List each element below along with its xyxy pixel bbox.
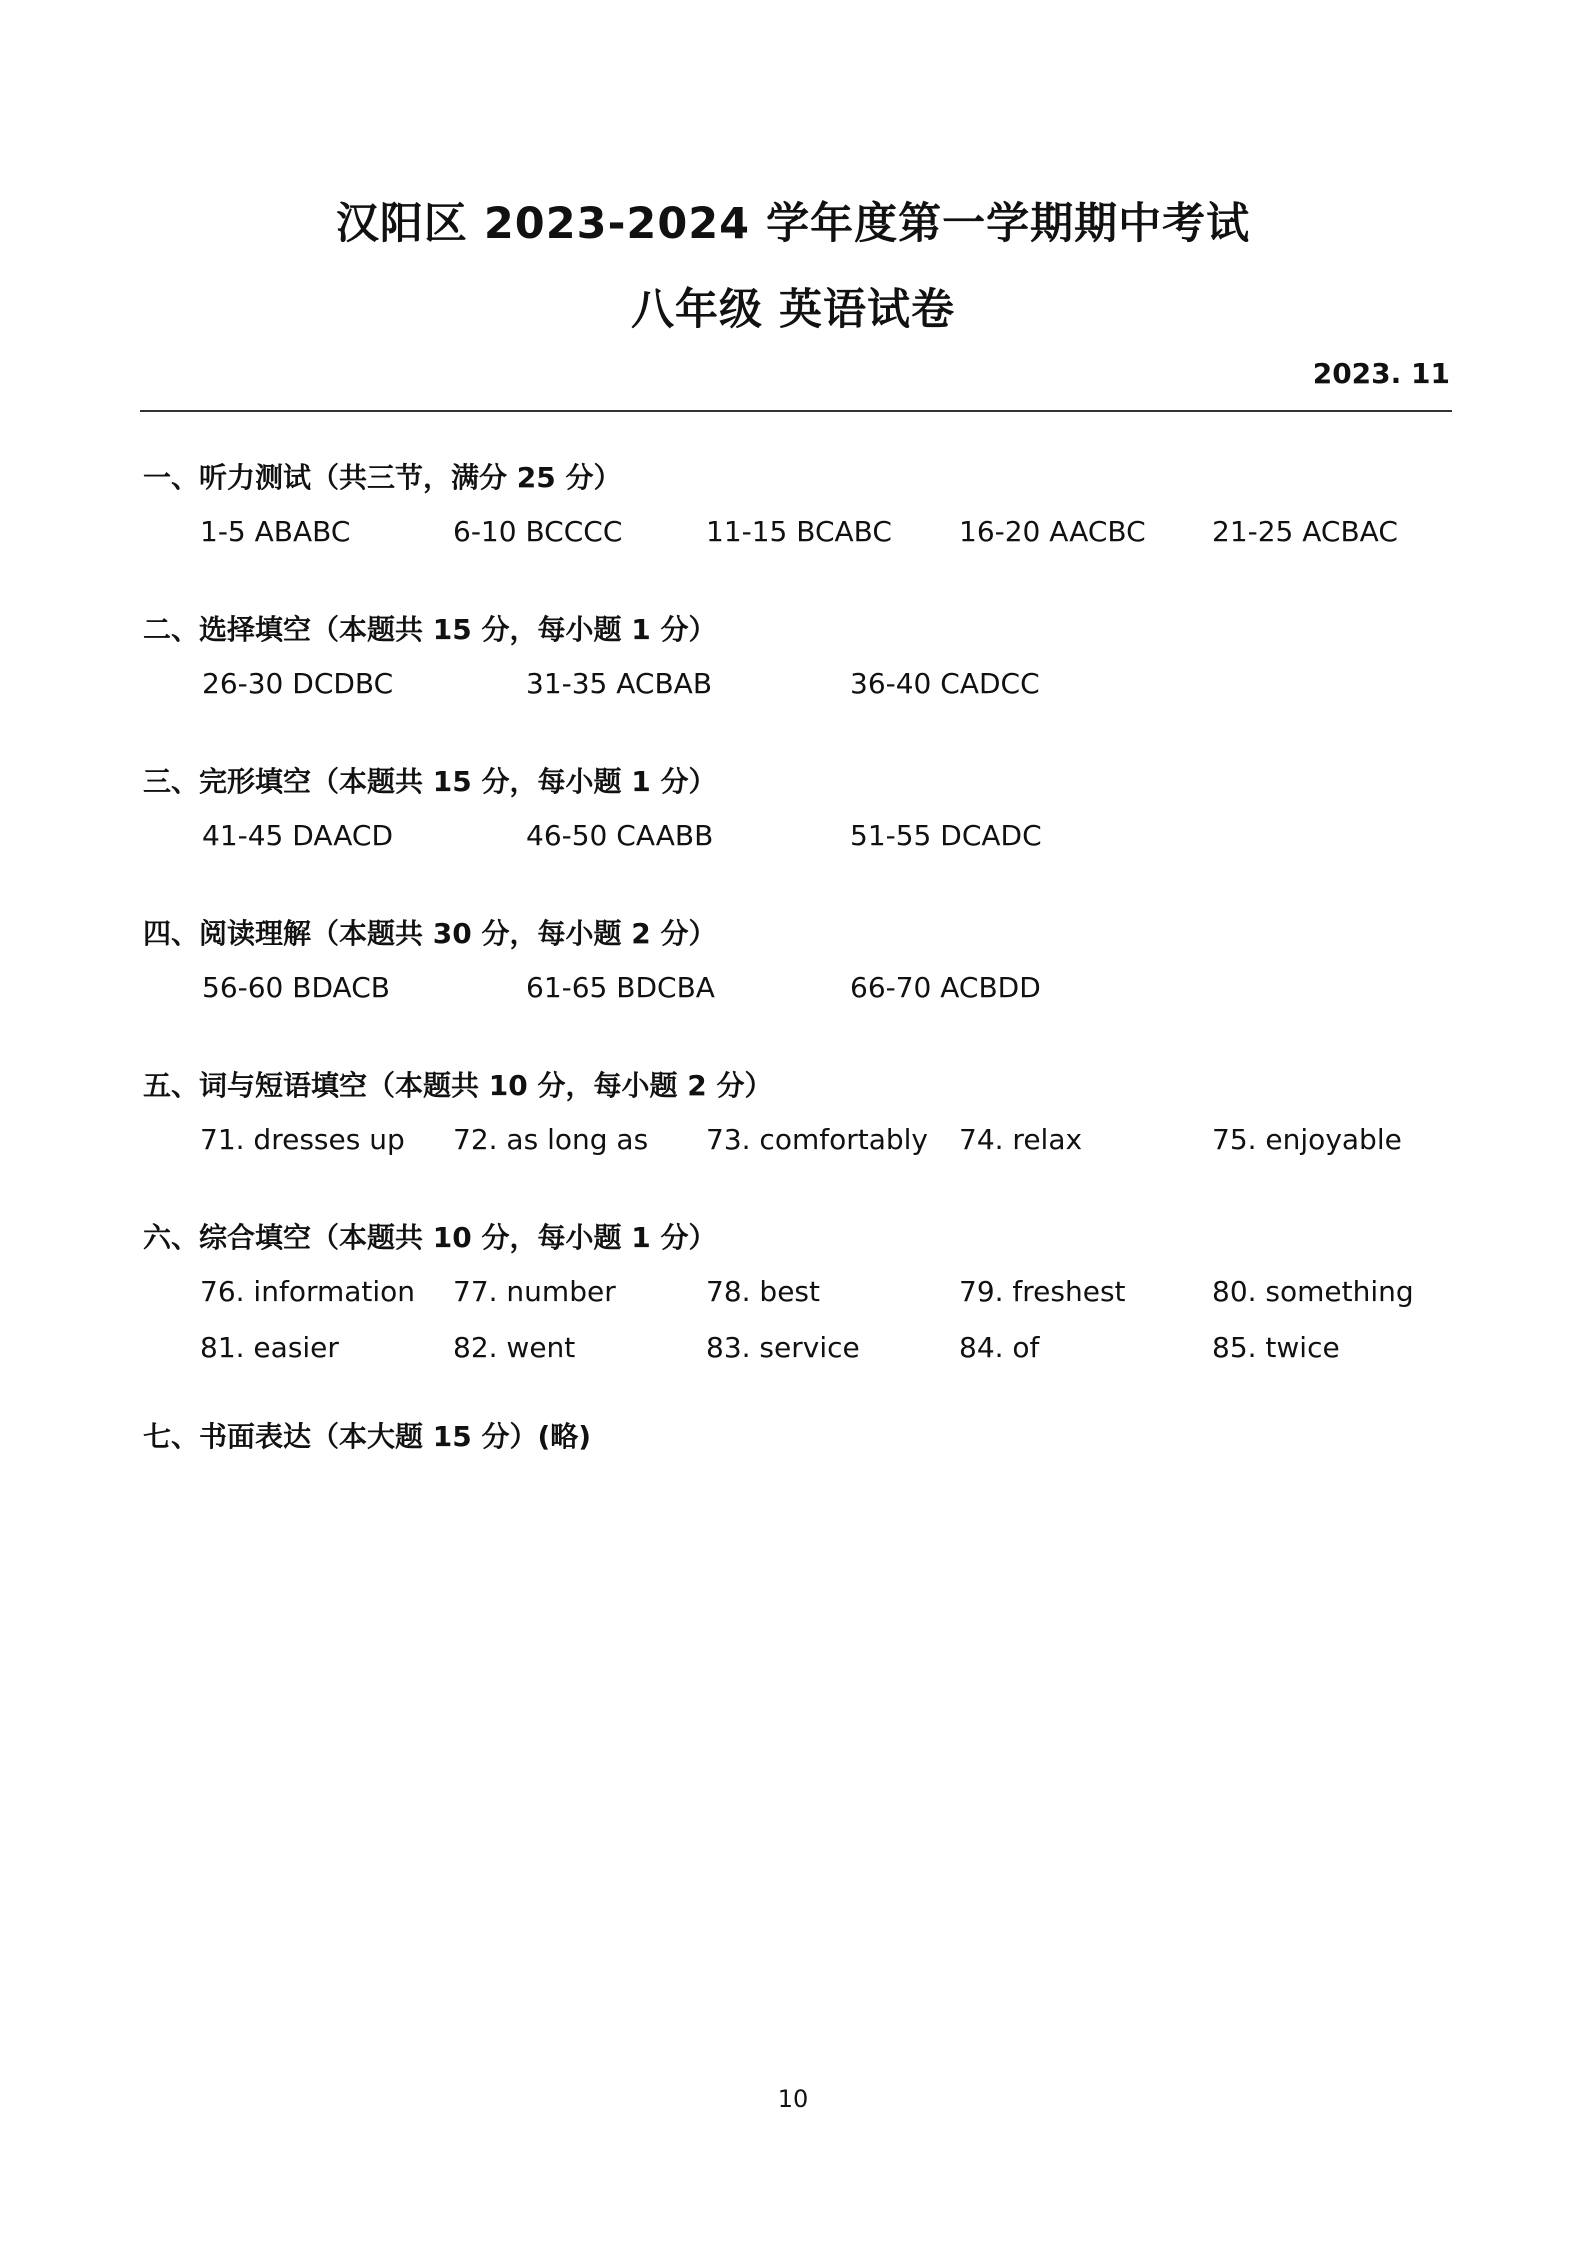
answer-item: 83. service (706, 1331, 860, 1364)
section-comprehensive (143, 1218, 1453, 1384)
answer-item: 21-25 ACBAC (1212, 515, 1398, 548)
answer-item: 85. twice (1212, 1331, 1340, 1364)
section-writing (143, 1417, 1453, 1457)
answer-item: 82. went (453, 1331, 576, 1364)
answer-item: 74. relax (959, 1123, 1083, 1156)
exam-title: 汉阳区 2023-2024 学年度第一学期期中考试 (335, 199, 1251, 249)
answer-row (143, 816, 1453, 872)
section-cloze (143, 762, 1453, 872)
section-title: 六、综合填空（本题共 10 分，每小题 1 分） (143, 1221, 717, 1254)
answer-item: 84. of (959, 1331, 1040, 1364)
answer-item: 56-60 BDACB (202, 971, 390, 1004)
section-title: 五、词与短语填空（本题共 10 分，每小题 2 分） (143, 1069, 773, 1102)
answer-item: 76. information (200, 1275, 416, 1308)
section-title: 四、阅读理解（本题共 30 分，每小题 2 分） (143, 917, 717, 950)
answer-item: 81. easier (200, 1331, 339, 1364)
answer-item: 31-35 ACBAB (526, 667, 713, 700)
page-number: 10 (777, 2085, 809, 2113)
answer-item: 71. dresses up (200, 1123, 405, 1156)
answer-item: 46-50 CAABB (526, 819, 714, 852)
section-multiple-choice (143, 610, 1453, 720)
answer-row (143, 1272, 1453, 1328)
exam-subtitle: 八年级 英语试卷 (631, 285, 955, 335)
answer-item: 36-40 CADCC (850, 667, 1040, 700)
answer-row (143, 664, 1453, 720)
answer-item: 80. something (1212, 1275, 1414, 1308)
answer-item: 16-20 AACBC (959, 515, 1146, 548)
answer-row (143, 1328, 1453, 1384)
section-title: 一、听力测试（共三节，满分 25 分） (143, 461, 622, 494)
answer-item: 51-55 DCADC (850, 819, 1042, 852)
exam-date: 2023. 11 (1312, 357, 1450, 390)
answer-row (143, 1120, 1453, 1176)
answer-item: 11-15 BCABC (706, 515, 892, 548)
answer-item: 75. enjoyable (1212, 1123, 1402, 1156)
answer-item: 26-30 DCDBC (202, 667, 394, 700)
section-title: 二、选择填空（本题共 15 分，每小题 1 分） (143, 613, 717, 646)
answer-item: 1-5 ABABC (200, 515, 351, 548)
section-reading (143, 914, 1453, 1024)
answer-item: 6-10 BCCCC (453, 515, 623, 548)
header-divider (140, 410, 1452, 412)
answer-row (143, 512, 1453, 568)
section-word-phrase (143, 1066, 1453, 1176)
answer-item: 72. as long as (453, 1123, 649, 1156)
answer-item: 77. number (453, 1275, 616, 1308)
answer-item: 73. comfortably (706, 1123, 928, 1156)
answer-item: 61-65 BDCBA (526, 971, 715, 1004)
section-listening (143, 458, 1453, 568)
answer-item: 78. best (706, 1275, 820, 1308)
answer-item: 66-70 ACBDD (850, 971, 1041, 1004)
answer-row (143, 968, 1453, 1024)
answer-item: 41-45 DAACD (202, 819, 394, 852)
answer-item: 79. freshest (959, 1275, 1126, 1308)
section-title: 七、书面表达（本大题 15 分）(略) (143, 1420, 592, 1453)
section-title: 三、完形填空（本题共 15 分，每小题 1 分） (143, 765, 717, 798)
